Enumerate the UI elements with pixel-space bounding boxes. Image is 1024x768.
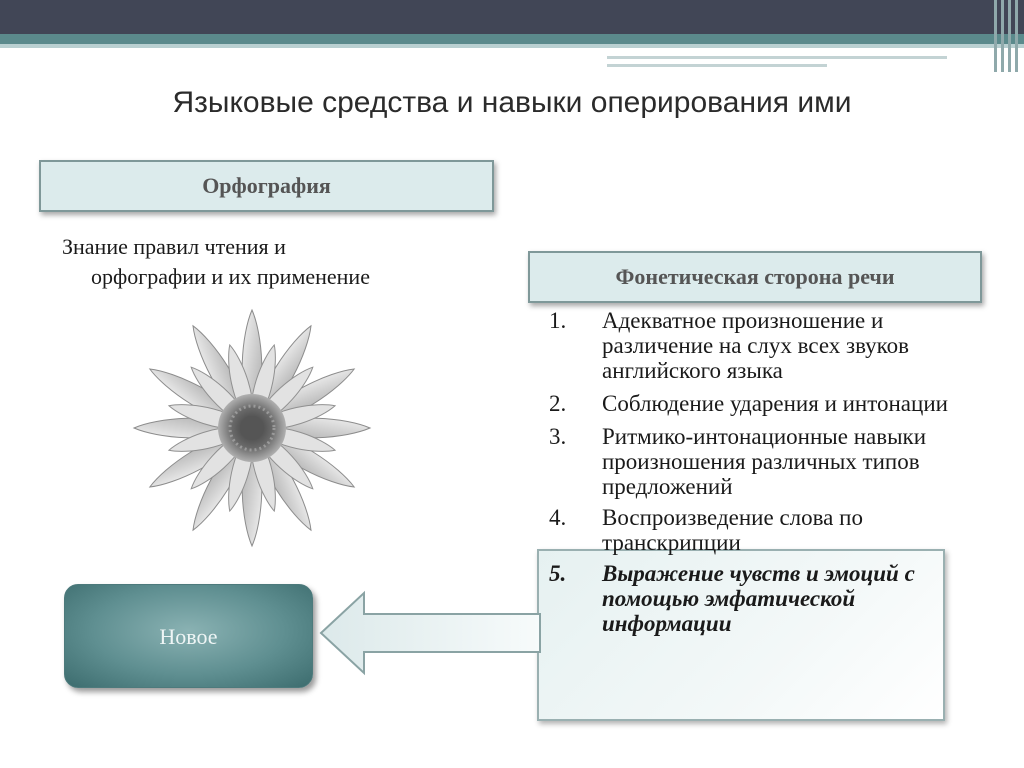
list-item [549, 391, 989, 416]
list-text: Выражение чувств и эмоций с помощью эмфатической информации [602, 561, 915, 636]
phonetics-list [549, 308, 989, 636]
list-item [549, 561, 989, 636]
deco-line [607, 64, 827, 67]
list-text: Воспроизведение слова по транскрипции [602, 505, 863, 555]
list-item [549, 424, 989, 499]
new-button[interactable]: Новое [64, 584, 313, 688]
list-number: 3. [549, 424, 567, 449]
list-item [549, 505, 989, 555]
phonetics-heading-box: Фонетическая сторона речи [528, 251, 982, 303]
deco-line [607, 56, 947, 59]
flower-illustration [130, 300, 380, 560]
orthography-text-line: Знание правил чтения и [62, 234, 286, 259]
deco-stripe [1008, 0, 1011, 72]
list-number: 1. [549, 308, 567, 333]
orthography-heading-box: Орфография [39, 160, 494, 212]
list-item [549, 308, 989, 383]
orthography-text-line: орфографии и их применение [91, 264, 370, 289]
orthography-description [62, 232, 370, 292]
list-number: 4. [549, 505, 567, 530]
deco-stripe [1015, 0, 1018, 72]
deco-stripe [1001, 0, 1004, 72]
list-number: 5. [549, 561, 567, 586]
list-number: 2. [549, 391, 567, 416]
list-text: Соблюдение ударения и интонации [602, 391, 948, 416]
list-text: Ритмико-интонационные навыки произношения различных типов предложений [602, 424, 927, 499]
top-light-bar [0, 44, 1024, 48]
top-teal-bar [0, 34, 1024, 44]
list-text: Адекватное произношение и различение на слух всех звуков английского языка [602, 308, 910, 383]
top-dark-bar [0, 0, 1024, 34]
slide-title: Языковые средства и навыки оперирования ими [172, 86, 852, 119]
left-arrow-icon [318, 590, 544, 676]
deco-stripe [994, 0, 997, 72]
